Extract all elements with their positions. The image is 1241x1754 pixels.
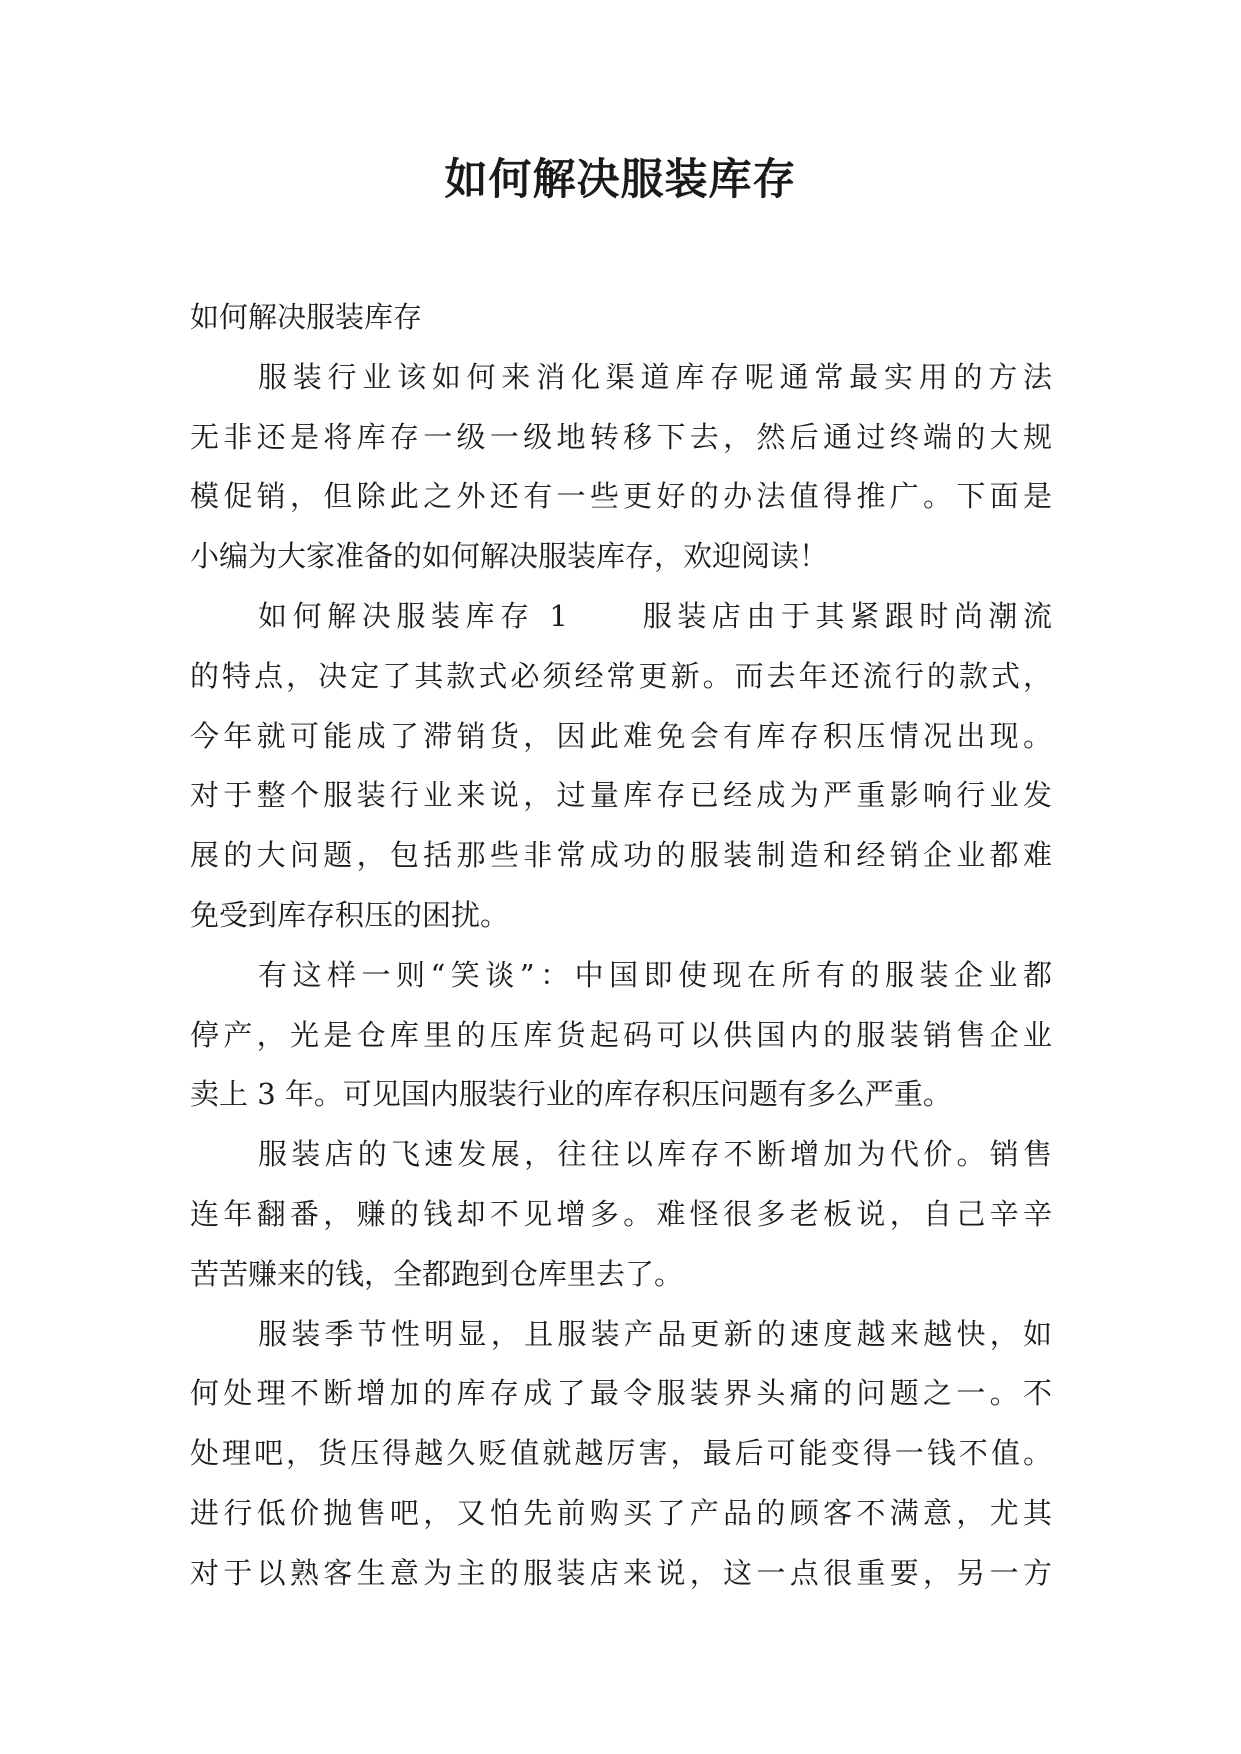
- paragraph-line: 有这样一则“笑谈”：中国即使现在所有的服装企业都: [258, 957, 1052, 992]
- paragraph-line: 处理吧，货压得越久贬值就越厉害，最后可能变得一钱不值。: [190, 1436, 1052, 1471]
- paragraph-line: 服装行业该如何来消化渠道库存呢通常最实用的方法: [258, 359, 1052, 394]
- paragraph-line: 连年翻番，赚的钱却不见增多。难怪很多老板说，自己辛辛: [190, 1196, 1052, 1231]
- paragraph-line: 服装店的飞速发展，往往以库存不断增加为代价。销售: [258, 1137, 1052, 1172]
- paragraph-line: 进行低价抛售吧，又怕先前购买了产品的顾客不满意，尤其: [190, 1495, 1052, 1530]
- paragraph-line: 展的大问题，包括那些非常成功的服装制造和经销企业都难: [190, 838, 1052, 873]
- document-title: 如何解决服装库存: [444, 155, 797, 205]
- paragraph-line: 今年就可能成了滞销货，因此难免会有库存积压情况出现。: [190, 718, 1052, 753]
- document-body: [190, 288, 1052, 1604]
- paragraph-line: 模促销，但除此之外还有一些更好的办法值得推广。下面是: [190, 479, 1052, 514]
- paragraph-line: 苦苦赚来的钱，全都跑到仓库里去了。: [190, 1256, 684, 1291]
- paragraph-line: 对于以熟客生意为主的服装店来说，这一点很重要，另一方: [190, 1555, 1052, 1590]
- paragraph-line: 对于整个服装行业来说，过量库存已经成为严重影响行业发: [190, 778, 1052, 813]
- paragraph-line: 如何解决服装库存 1 服装店由于其紧跟时尚潮流: [258, 598, 1052, 633]
- paragraph-line: 服装季节性明显，且服装产品更新的速度越来越快，如: [258, 1316, 1052, 1351]
- paragraph-line: 无非还是将库存一级一级地转移下去，然后通过终端的大规: [190, 419, 1052, 454]
- paragraph-line: 免受到库存积压的困扰。: [190, 897, 510, 932]
- section-heading: 如何解决服装库存: [190, 300, 423, 334]
- paragraph-line: 停产，光是仓库里的压库货起码可以供国内的服装销售企业: [190, 1017, 1052, 1052]
- paragraph-line: 卖上 3 年。可见国内服装行业的库存积压问题有多么严重。: [190, 1077, 952, 1112]
- paragraph-line: 小编为大家准备的如何解决服装库存，欢迎阅读！: [190, 539, 829, 574]
- paragraph-line: 何处理不断增加的库存成了最令服装界头痛的问题之一。不: [190, 1376, 1052, 1411]
- paragraph-line: 的特点，决定了其款式必须经常更新。而去年还流行的款式，: [190, 658, 1052, 693]
